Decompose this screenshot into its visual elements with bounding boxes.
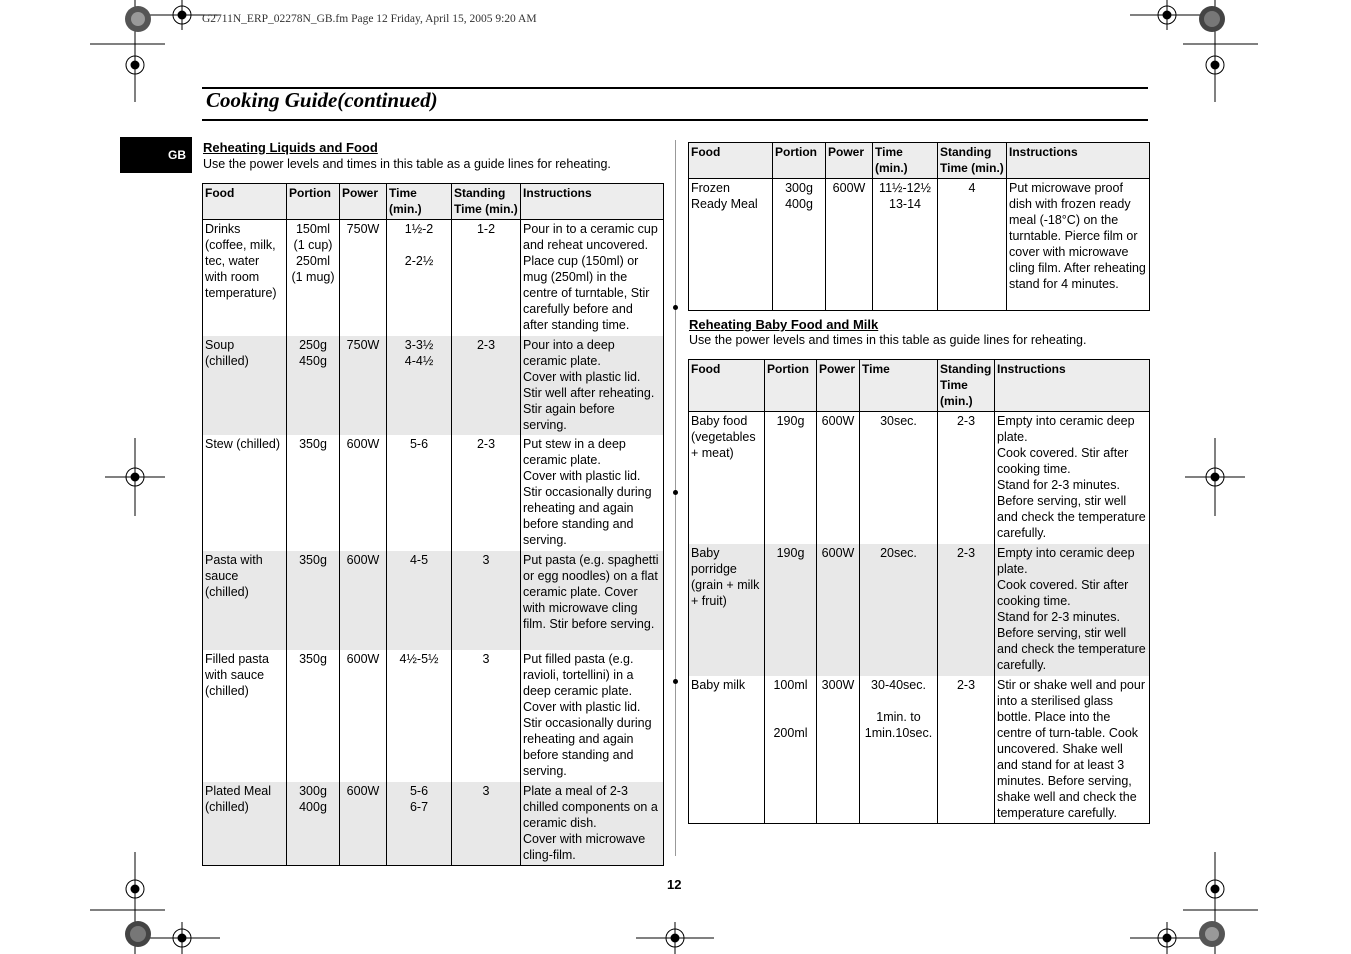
page-title: Cooking Guide(continued) xyxy=(206,88,438,112)
table-row: Soup (chilled) 250g 450g 750W 3-3½ 4-4½ 2-3 Pour into a deep ceramic plate. Cover with plastic lid. Stir well after reheating. Stir again before serving. xyxy=(203,336,664,435)
col-header-time: Time (min.) xyxy=(873,143,938,179)
frozen-meal-table xyxy=(688,142,1150,311)
table-row: Baby porridge (grain + milk + fruit) 190g 600W 20sec. 2-3 Empty into ceramic deep plate. Cook covered. Stir after cooking time. Stand for 2-3 minutes. Before serving, stir well and check the temperature carefully. xyxy=(689,544,1150,676)
table-row: Baby food (vegetables + meat) 190g 600W 30sec. 2-3 Empty into ceramic deep plate. Cook covered. Stir after cooking time. Stand for 2-3 minutes. Before serving, stir well and check the temperature carefully. xyxy=(689,412,1150,544)
reheating-table xyxy=(202,183,664,866)
col-header-portion: Portion xyxy=(765,360,817,412)
col-header-food: Food xyxy=(689,143,773,179)
col-header-portion: Portion xyxy=(773,143,826,179)
col-header-power: Power xyxy=(340,184,387,220)
right-section-heading: Reheating Baby Food and Milk xyxy=(689,317,879,332)
col-header-food: Food xyxy=(203,184,287,220)
col-header-instructions: Instructions xyxy=(521,184,664,220)
col-header-time: Time (min.) xyxy=(387,184,452,220)
col-header-food: Food xyxy=(689,360,765,412)
left-section-heading: Reheating Liquids and Food xyxy=(203,140,378,155)
col-header-standing: Standing Time (min.) xyxy=(938,360,995,412)
table-row: Filled pasta with sauce (chilled) 350g 600W 4½-5½ 3 Put filled pasta (e.g. ravioli, tortellini) in a deep ceramic plate. Cover with plastic lid. Stir occasionally during reheating and again before standing and serving. xyxy=(203,650,664,782)
table-row: Baby milk 100ml 200ml 300W 30-40sec. 1min. to 1min.10sec. 2-3 Stir or shake well and pour into a sterilised glass bottle. Place into the centre of turn-table. Cook uncovered. Shake well and stand for at least 3 minutes. Before serving, shake well and check the temperature carefully. xyxy=(689,676,1150,824)
table-row: Pasta with sauce (chilled) 350g 600W 4-5 3 Put pasta (e.g. spaghetti or egg noodles) on a flat ceramic plate. Cover with microwave cling film. Stir before serving. xyxy=(203,551,664,650)
col-header-power: Power xyxy=(817,360,860,412)
col-header-instructions: Instructions xyxy=(995,360,1150,412)
col-header-instructions: Instructions xyxy=(1007,143,1150,179)
column-divider xyxy=(675,140,676,856)
file-header: G2711N_ERP_02278N_GB.fm Page 12 Friday, April 15, 2005 9:20 AM xyxy=(202,13,537,25)
right-section-intro: Use the power levels and times in this table as guide lines for reheating. xyxy=(689,333,1087,347)
table-row: Drinks (coffee, milk, tec, water with room temperature) 150ml (1 cup) 250ml (1 mug) 750W 1½-2 2-2½ 1-2 Pour in to a ceramic cup and reheat uncovered. Place cup (150ml) or mug (250ml) in the centre of turntable, Stir carefully before and after standing time. xyxy=(203,220,664,336)
col-header-power: Power xyxy=(826,143,873,179)
col-header-portion: Portion xyxy=(287,184,340,220)
language-tab: GB xyxy=(120,137,192,173)
divider-dot xyxy=(673,679,678,684)
baby-food-table xyxy=(688,359,1150,824)
col-header-standing: Standing Time (min.) xyxy=(452,184,521,220)
col-header-time: Time xyxy=(860,360,938,412)
divider-dot xyxy=(673,305,678,310)
table-row: Plated Meal (chilled) 300g 400g 600W 5-6 6-7 3 Plate a meal of 2-3 chilled components on a ceramic dish. Cover with microwave cling-film. xyxy=(203,782,664,866)
title-bottom-rule xyxy=(202,119,1148,121)
divider-dot xyxy=(673,490,678,495)
table-row: Stew (chilled) 350g 600W 5-6 2-3 Put stew in a deep ceramic plate. Cover with plastic lid. Stir occasionally during reheating and again before standing and serving. xyxy=(203,435,664,551)
col-header-standing: Standing Time (min.) xyxy=(938,143,1007,179)
left-section-intro: Use the power levels and times in this table as a guide lines for reheating. xyxy=(203,157,611,171)
page-number: 12 xyxy=(667,877,682,892)
table-row: Frozen Ready Meal 300g 400g 600W 11½-12½ 13-14 4 Put microwave proof dish with frozen ready meal (-18°C) on the turntable. Pierce film or cover with microwave cling film. After reheating stand for 4 minutes. xyxy=(689,179,1150,311)
